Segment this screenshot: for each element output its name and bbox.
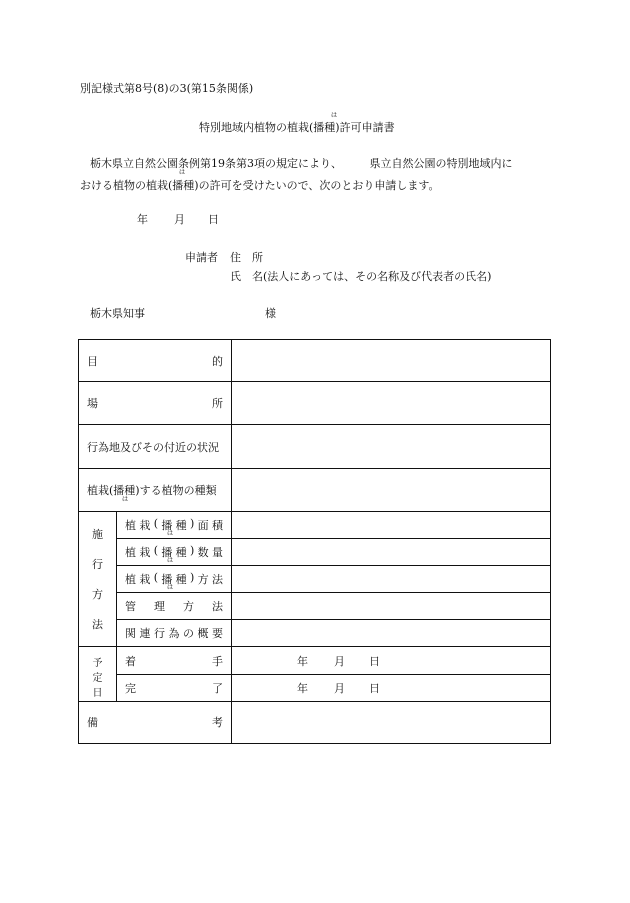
start-label [125, 653, 231, 669]
c: 手 [212, 654, 223, 668]
row-method-how [79, 566, 551, 593]
c: 栽 [139, 546, 151, 559]
body-line-1: 栃木県立自然公園条例第19条第3項の規定により、 県立自然公園の特別地域内に [90, 157, 513, 170]
c: 備 [87, 716, 98, 730]
place-field[interactable] [232, 382, 551, 425]
c: 播 [161, 573, 173, 587]
start-label-cell [117, 647, 232, 674]
end-date-field[interactable] [232, 674, 551, 701]
row-purpose [79, 340, 551, 382]
honorific: 様 [265, 307, 276, 320]
purpose-char-1: 目 [87, 354, 98, 368]
method-char-3: 方 [92, 588, 103, 602]
form-title: 特別地域内植物の植栽(播種)許可申請書 [199, 121, 395, 134]
purpose-label-cell [79, 340, 232, 382]
form-title-wrap [199, 119, 395, 135]
method-area-ruby: は [167, 529, 174, 537]
place-char-1: 場 [87, 397, 98, 411]
related-label [125, 625, 231, 641]
plant-type-ruby: は [122, 495, 129, 503]
c: 行 [154, 627, 165, 641]
remarks-label [87, 714, 231, 730]
c: ( [153, 544, 158, 557]
method-how-label-cell [117, 566, 232, 593]
end-day: 日 [369, 681, 380, 695]
method-group-cell [79, 511, 117, 647]
row-method-qty [79, 538, 551, 565]
c: 管 [125, 600, 136, 614]
address-label: 住 所 [230, 251, 263, 264]
method-how-ruby: は [167, 584, 174, 592]
c: 為 [168, 627, 180, 641]
c: ) [190, 544, 195, 557]
start-day: 日 [369, 654, 380, 668]
application-table [78, 339, 551, 744]
plant-type-label-cell [79, 468, 232, 511]
c: 方 [197, 573, 209, 587]
row-end [79, 674, 551, 701]
row-related [79, 620, 551, 647]
method-qty-label-cell [117, 538, 232, 565]
c: 概 [197, 627, 209, 641]
c: 種 [175, 573, 187, 587]
plant-type-field[interactable] [232, 468, 551, 511]
purpose-char-2: 的 [212, 354, 223, 368]
method-area-field[interactable] [232, 511, 551, 538]
start-month: 月 [334, 654, 345, 668]
row-method-area [79, 511, 551, 538]
c: の [183, 627, 194, 641]
schedule-group-label [79, 654, 116, 700]
body-line-2: おける植物の植栽(播種)の許可を受けたいので、次のとおり申請します。 [80, 179, 440, 192]
end-year: 年 [297, 681, 308, 695]
method-area-label [125, 516, 231, 537]
management-label [125, 598, 231, 614]
place-char-2: 所 [212, 397, 223, 411]
c: 植 [125, 573, 136, 587]
place-label-cell [79, 382, 232, 425]
purpose-field[interactable] [232, 340, 551, 382]
plant-type-label: 植栽(播種)する植物の種類 [87, 483, 217, 497]
c: 考 [212, 716, 223, 730]
c: ( [153, 516, 158, 530]
end-month: 月 [334, 681, 345, 695]
related-label-cell [117, 620, 232, 647]
c: 着 [125, 654, 136, 668]
c: 植 [125, 518, 136, 532]
row-management [79, 593, 551, 620]
c: 植 [125, 546, 136, 559]
sched-char-3: 日 [92, 688, 103, 700]
plant-type-label-wrap [87, 482, 231, 503]
remarks-label-cell [79, 701, 232, 743]
name-label: 氏 名(法人にあっては、その名称及び代表者の氏名) [230, 270, 492, 283]
method-qty-field[interactable] [232, 538, 551, 565]
body-ruby: は [179, 169, 186, 176]
c: 関 [125, 627, 136, 641]
start-date-field[interactable] [232, 647, 551, 674]
status-label: 行為地及びその付近の状況 [79, 425, 232, 468]
c: ) [190, 516, 195, 530]
end-label [125, 680, 231, 696]
management-label-cell [117, 593, 232, 620]
row-start [79, 647, 551, 674]
c: ( [153, 571, 158, 585]
management-field[interactable] [232, 593, 551, 620]
row-place [79, 382, 551, 425]
method-area-label-cell [117, 511, 232, 538]
method-char-1: 施 [92, 528, 103, 542]
method-char-2: 行 [92, 558, 103, 572]
row-plant-type [79, 468, 551, 511]
applicant-label: 申請者 [185, 251, 218, 264]
c: 法 [212, 600, 223, 614]
c: 要 [212, 627, 223, 641]
method-how-label [125, 571, 231, 592]
method-group-label [79, 526, 116, 632]
schedule-group-cell [79, 647, 117, 701]
c: 理 [154, 600, 165, 614]
purpose-label [87, 353, 231, 369]
method-qty-ruby: は [167, 557, 174, 564]
c: 法 [212, 573, 223, 587]
date-month: 月 [174, 213, 185, 226]
c: 積 [212, 518, 223, 532]
sched-char-2: 定 [92, 673, 103, 685]
date-day: 日 [208, 213, 219, 226]
c: 播 [161, 518, 173, 532]
row-status [79, 425, 551, 468]
c: 種 [175, 546, 187, 559]
remarks-field[interactable] [232, 701, 551, 743]
c: 播 [161, 546, 173, 559]
c: 了 [212, 681, 223, 695]
c: 種 [175, 518, 187, 532]
row-remarks [79, 701, 551, 743]
c: ) [190, 571, 195, 585]
c: 方 [183, 600, 194, 614]
end-label-cell [117, 674, 232, 701]
c: 完 [125, 681, 136, 695]
sched-char-1: 予 [92, 658, 103, 670]
title-ruby: は [331, 112, 338, 119]
c: 量 [212, 546, 223, 559]
method-how-field[interactable] [232, 566, 551, 593]
addressee: 栃木県知事 [90, 307, 145, 320]
related-field[interactable] [232, 620, 551, 647]
c: 栽 [139, 573, 151, 587]
form-number: 別記様式第8号(8)の3(第15条関係) [80, 82, 254, 95]
c: 連 [139, 627, 151, 641]
c: 栽 [139, 518, 151, 532]
date-year: 年 [137, 213, 148, 226]
method-char-4: 法 [92, 618, 103, 632]
status-field[interactable] [232, 425, 551, 468]
c: 面 [197, 518, 209, 532]
start-year: 年 [297, 654, 308, 668]
place-label [87, 395, 231, 411]
c: 数 [197, 546, 209, 559]
method-qty-label [125, 544, 231, 564]
